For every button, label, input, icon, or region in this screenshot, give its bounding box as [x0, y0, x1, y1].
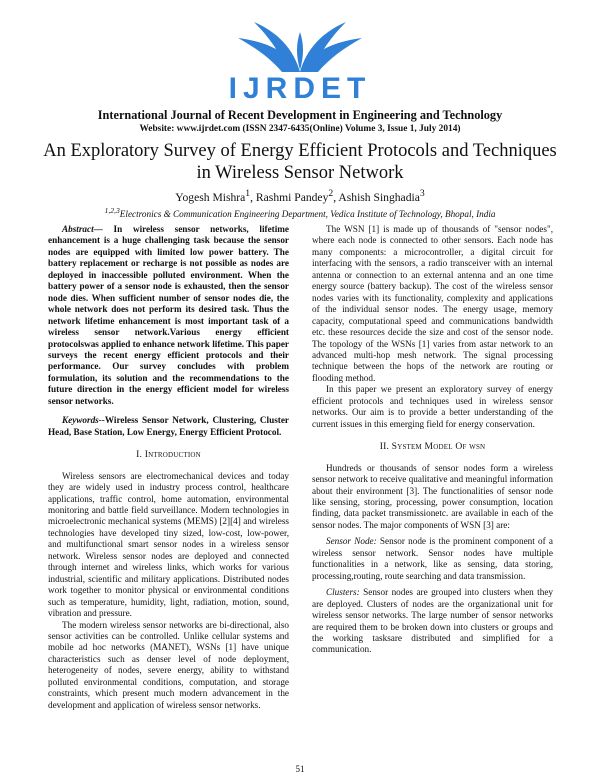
wsn-paragraph-2: In this paper we present an exploratory survey of energy efficient protocols and techniques used in wireless sensor networks. Our aim is to provide a better understanding of the current issues in this emerging field for energy conservation. [312, 384, 553, 429]
author-list: Yogesh Mishra$^1$, Rashmi Pandey$^2$, Ashish Singhadia$^3$ [175, 188, 425, 204]
left-column [48, 224, 289, 711]
system-model-paragraph: Hundreds or thousands of sensor nodes form a wireless sensor network to receive qualitative and meaningful information about their environment [3]. The functionalities of sensor node like sensing, storing, processing, power consumption, location finding, data packet transmissionetc. are available in each of the sensor nodes. The major components of WSN [3] are: [312, 462, 553, 530]
author-name: Yogesh Mishra [175, 190, 246, 204]
affiliation-text: Electronics & Communication Engineering Department, Vedica Institute of Technology, Bhopal, India [119, 209, 496, 220]
affiliation [0, 206, 600, 219]
intro-paragraph-2: The modern wireless sensor networks are bi-directional, also sensor activities can be controlled. Unlike cellular systems and mobile ad hoc networks (MANET), WSNs [1] have unique characteristics such as denser level of node deployment, heterogeneity of nodes, severe energy, ability to withstand polluted environmental conditions, computation, and storage constraints, which present much modern advancement in the development and application of wireless sensor networks. [48, 619, 289, 710]
right-column [312, 224, 553, 656]
clusters-label: Clusters: [326, 587, 360, 598]
author-sup: 1 [245, 188, 251, 199]
abstract-lead: Abstract— [62, 224, 103, 234]
paper-title: An Exploratory Survey of Energy Efficient Protocols and Techniques in Wireless Sensor Network [43, 141, 557, 183]
author-name: Ashish Singhadia [338, 190, 420, 204]
clusters-paragraph [312, 587, 553, 656]
journal-meta: Website: www.ijrdet.com (ISSN 2347-6435(Online) Volume 3, Issue 1, July 2014) [139, 124, 461, 134]
abstract [48, 224, 289, 407]
journal-title: International Journal of Recent Development in Engineering and Technology [97, 108, 503, 122]
section-heading-system-model: II. System Model Of wsn [379, 441, 486, 453]
keywords-lead: Keywords-- [62, 415, 105, 426]
abstract-text: In wireless sensor networks, lifetime enhancement is a huge challenging task because the sensor nodes are equipped with limited low power battery. The battery replacement or recharge is not possible as nodes are deployed in inaccessible polluted environment. When the battery power of a sensor node is exhausted, then the sensor node dies. When sufficient number of sensor nodes die, the whole network does not perform its desired task. Thus the network lifetime enhancement is most important task of a wireless sensor network.Various energy efficient protocolswas applied to enhance network lifetime. This paper surveys the recent energy efficient protocols and their performance. Our survey concludes with problem formulation, its solution and the recommendations to the future direction in the energy efficient model for wireless sensor networks. [48, 224, 289, 406]
logo-text: IJRDET [228, 72, 372, 105]
keywords-text: Wireless Sensor Network, Clustering, Cluster Head, Base Station, Low Energy, Energy Efficient Protocol. [48, 415, 289, 437]
author-sup: 2 [328, 188, 334, 199]
sensor-node-label: Sensor Node: [326, 536, 377, 547]
keywords [48, 415, 289, 438]
sensor-node-text: Sensor node is the prominent component of a wireless sensor network. Sensor nodes have multiple functionalities in a network, like as sensing, data storing, processing,routing, route searching and data transmission. [312, 536, 553, 581]
affiliation-sup: 1,2,3 [104, 206, 120, 215]
journal-logo [220, 14, 380, 110]
author-sup: 3 [419, 188, 425, 199]
clusters-text: Sensor nodes are grouped into clusters when they are deployed. Clusters of nodes are the organizational unit for wireless sensor networks. The large number of sensor networks are required them to be broken down into clusters or groups and the working tasksare distributed and simplified for a communication. [312, 587, 553, 655]
intro-paragraph-1: Wireless sensors are electromechanical devices and today they are widely used in industry process control, healthcare applications, traffic control, home automation, environmental monitoring and battle field surveillance. Modern technologies in microelectronic mechanical systems (MEMS) [2][4] and wireless technologies have developed tiny sized, low-cost, low-power, and multifunctional smart sensor nodes in a wireless sensor network. Wireless sensor nodes are deployed and connected through internet and wireless links, which works for various industrial, scientific and military applications. Distributed nodes work together to monitor physical or environmental conditions such as temperature, humidity, light, radiation, motion, sound, vibration and pressure. [48, 470, 289, 619]
wsn-paragraph-1: The WSN [1] is made up of thousands of "sensor nodes", where each node is connected to other sensors. Each node has many components: a microcontroller, a digital circuit for interfacing with the sensors, a radio transceiver with an internal antenna or connection to an external antenna and an one time energy source (battery backup). The cost of the wireless sensor nodes varies with its functionality, complexity and applications of the individual sensor nodes. The energy usage, memory capacity, computational speed and communications bandwidth etc. these resources decide the size and cost of the sensor node. The topology of the WSNs [1] varies from astar network to an advanced multi-hop mesh network. The signal processing technique between the hops of the network are routing or flooding method. [312, 224, 553, 383]
page-number: 51 [295, 764, 305, 774]
section-heading-introduction: I. Introduction [136, 449, 201, 461]
sensor-node-paragraph [312, 536, 553, 582]
author-name: Rashmi Pandey [255, 190, 329, 204]
